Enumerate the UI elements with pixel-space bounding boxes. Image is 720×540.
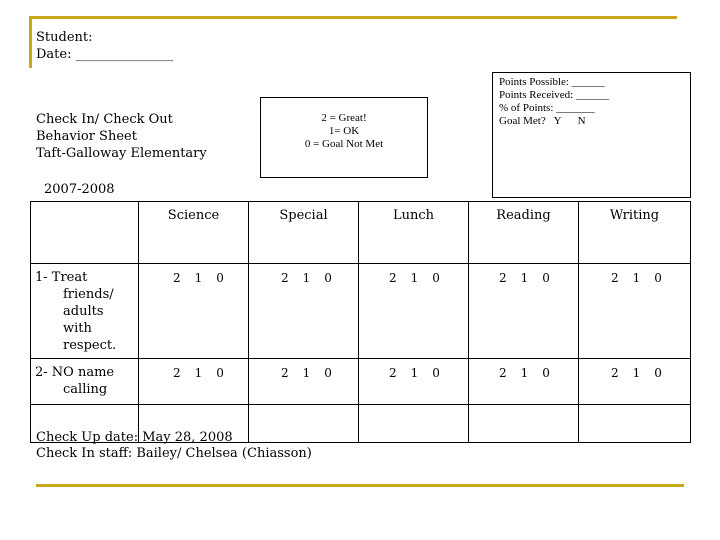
score-2[interactable]: 2 xyxy=(281,366,289,380)
table-header-row xyxy=(31,202,691,264)
score-cell[interactable] xyxy=(139,359,249,405)
score-1[interactable]: 1 xyxy=(520,366,529,380)
score-0[interactable]: 0 xyxy=(542,366,550,380)
score-cell[interactable] xyxy=(249,264,359,359)
score-cell[interactable] xyxy=(469,264,579,359)
points-percent: % of Points: _______ xyxy=(499,102,595,114)
score-1[interactable]: 1 xyxy=(194,366,203,380)
column-header: Science xyxy=(139,202,249,264)
behavior-first-line: 2- NO name xyxy=(35,365,115,380)
score-1[interactable]: 1 xyxy=(302,271,311,285)
rating-key-box xyxy=(260,97,428,178)
school-year: 2007-2008 xyxy=(44,182,115,197)
score-2[interactable]: 2 xyxy=(499,271,507,285)
points-possible: Points Possible: ______ xyxy=(499,76,605,88)
behavior-table xyxy=(30,201,691,443)
score-2[interactable]: 2 xyxy=(173,366,181,380)
title-line-2: Behavior Sheet xyxy=(36,129,137,144)
checkin-staff: Check In staff: Bailey/ Chelsea (Chiasson) xyxy=(36,446,312,461)
score-cell[interactable] xyxy=(579,359,691,405)
column-header: Special xyxy=(249,202,359,264)
behavior-first-line: 1- Treat xyxy=(35,270,88,285)
score-0[interactable]: 0 xyxy=(324,366,332,380)
goal-met: Goal Met? Y N xyxy=(499,115,586,127)
rating-great: 2 = Great! xyxy=(321,112,367,124)
column-header: Reading xyxy=(469,202,579,264)
table-row xyxy=(31,359,691,405)
bottom-accent-rule xyxy=(36,484,684,487)
score-0[interactable]: 0 xyxy=(216,271,224,285)
score-1[interactable]: 1 xyxy=(632,271,641,285)
score-0[interactable]: 0 xyxy=(654,271,662,285)
score-0[interactable]: 0 xyxy=(542,271,550,285)
score-1[interactable]: 1 xyxy=(410,271,419,285)
score-0[interactable]: 0 xyxy=(654,366,662,380)
checkup-date: Check Up date: May 28, 2008 xyxy=(36,430,233,445)
points-received: Points Received: ______ xyxy=(499,89,609,101)
sheet-title xyxy=(36,111,207,162)
empty-cell[interactable] xyxy=(359,405,469,443)
score-2[interactable]: 2 xyxy=(389,366,397,380)
score-1[interactable]: 1 xyxy=(302,366,311,380)
score-cell[interactable] xyxy=(359,359,469,405)
score-cell[interactable] xyxy=(249,359,359,405)
score-0[interactable]: 0 xyxy=(216,366,224,380)
behavior-line: adults with xyxy=(63,304,104,336)
empty-cell[interactable] xyxy=(469,405,579,443)
score-cell[interactable] xyxy=(139,264,249,359)
score-cell[interactable] xyxy=(579,264,691,359)
footer-notes xyxy=(36,430,312,462)
header-cell-empty xyxy=(31,202,139,264)
score-1[interactable]: 1 xyxy=(410,366,419,380)
column-header: Lunch xyxy=(359,202,469,264)
behavior-label xyxy=(31,264,139,359)
score-2[interactable]: 2 xyxy=(173,271,181,285)
title-line-1: Check In/ Check Out xyxy=(36,112,173,127)
score-1[interactable]: 1 xyxy=(520,271,529,285)
score-1[interactable]: 1 xyxy=(632,366,641,380)
column-header: Writing xyxy=(579,202,691,264)
behavior-line: calling xyxy=(63,382,108,397)
score-2[interactable]: 2 xyxy=(281,271,289,285)
behavior-line: friends/ xyxy=(63,287,114,302)
score-2[interactable]: 2 xyxy=(611,366,619,380)
score-cell[interactable] xyxy=(359,264,469,359)
score-0[interactable]: 0 xyxy=(324,271,332,285)
student-label: Student: xyxy=(36,30,93,45)
score-0[interactable]: 0 xyxy=(432,271,440,285)
score-0[interactable]: 0 xyxy=(432,366,440,380)
rating-ok: 1= OK xyxy=(328,125,360,137)
rating-not-met: 0 = Goal Not Met xyxy=(304,138,384,150)
empty-cell[interactable] xyxy=(579,405,691,443)
score-2[interactable]: 2 xyxy=(389,271,397,285)
points-summary-box xyxy=(492,72,691,198)
top-accent-rule xyxy=(29,16,677,19)
date-label: Date: _______________ xyxy=(36,47,174,62)
student-header xyxy=(36,29,173,63)
score-2[interactable]: 2 xyxy=(611,271,619,285)
score-2[interactable]: 2 xyxy=(499,366,507,380)
behavior-line: respect. xyxy=(63,338,117,353)
score-cell[interactable] xyxy=(469,359,579,405)
behavior-label xyxy=(31,359,139,405)
left-accent-rule xyxy=(29,16,32,68)
table-row xyxy=(31,264,691,359)
title-line-3: Taft-Galloway Elementary xyxy=(36,146,207,161)
score-1[interactable]: 1 xyxy=(194,271,203,285)
